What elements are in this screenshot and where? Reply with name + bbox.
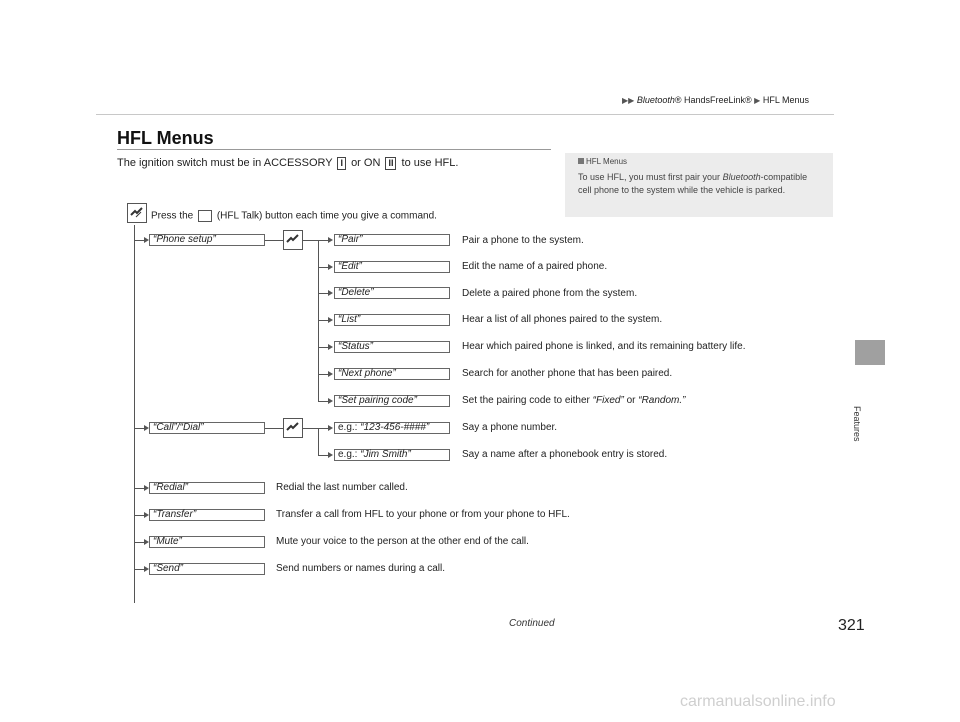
menu-set-pairing-code: “Set pairing code” (334, 395, 450, 407)
press-post: (HFL Talk) button each time you give a command. (216, 210, 437, 222)
arrow-icon: ▶ (754, 96, 761, 105)
key-accessory: I (337, 157, 346, 170)
menu-edit: “Edit” (334, 261, 450, 273)
section-tab (855, 340, 885, 365)
arrow-icon: ▶▶ (622, 96, 635, 105)
desc-mute: Mute your voice to the person at the other end of the call. (276, 536, 529, 547)
intro-part3: to use HFL. (401, 157, 459, 169)
desc-edit: Edit the name of a paired phone. (462, 261, 608, 272)
menu-eg-name (334, 449, 450, 461)
desc-status: Hear which paired phone is linked, and its remaining battery life. (462, 341, 746, 352)
eg-prefix: e.g.: (338, 422, 358, 433)
branch-line (265, 240, 283, 241)
desc-set-code-pre: Set the pairing code to either (462, 395, 590, 406)
menu-eg-number (334, 422, 450, 434)
sub-trunk (318, 428, 319, 455)
talk-button-icon (283, 230, 303, 250)
talk-button-icon (127, 203, 147, 223)
desc-redial: Redial the last number called. (276, 482, 408, 493)
menu-status: “Status” (334, 341, 450, 353)
header-divider (96, 114, 834, 115)
branch-line (265, 428, 283, 429)
sub-trunk (318, 240, 319, 402)
menu-redial: “Redial” (149, 482, 265, 494)
eg-number: “123-456-####” (360, 422, 430, 433)
arrow-icon (328, 344, 333, 350)
desc-set-pairing-code (462, 395, 686, 406)
breadcrumb-bluetooth: Bluetooth (636, 95, 675, 105)
menu-call-dial: “Call”/“Dial” (149, 422, 265, 434)
key-on: II (385, 157, 396, 170)
eg-prefix: e.g.: (338, 449, 358, 460)
desc-list: Hear a list of all phones paired to the system. (462, 314, 663, 325)
arrow-icon (328, 425, 333, 431)
press-instruction (151, 210, 437, 222)
menu-phone-setup: “Phone setup” (149, 234, 265, 246)
continued-label: Continued (509, 618, 555, 629)
page-title: HFL Menus (117, 128, 214, 148)
desc-pair: Pair a phone to the system. (462, 235, 584, 246)
menu-mute: “Mute” (149, 536, 265, 548)
intro-text (117, 157, 458, 170)
arrow-icon (328, 452, 333, 458)
note-body-post: -compatible cell phone to the system while the vehicle is parked. (578, 172, 808, 195)
talk-inline-icon (198, 210, 212, 222)
breadcrumb-hfl-menus: HFL Menus (762, 95, 810, 105)
note-body (578, 171, 819, 197)
desc-set-code-fixed: “Fixed” (592, 395, 624, 406)
eg-name: “Jim Smith” (360, 449, 411, 460)
note-title (578, 157, 819, 166)
watermark: carmanualsonline.info (680, 693, 836, 710)
menu-next-phone: “Next phone” (334, 368, 450, 380)
desc-set-code-or: or (626, 395, 636, 406)
note-square-icon (578, 158, 584, 164)
menu-list: “List” (334, 314, 450, 326)
arrow-icon (328, 371, 333, 377)
page-number: 321 (838, 617, 865, 634)
desc-eg-name: Say a name after a phonebook entry is stored. (462, 449, 668, 460)
menu-transfer: “Transfer” (149, 509, 265, 521)
branch-line (303, 428, 318, 429)
menu-send: “Send” (149, 563, 265, 575)
branch-line (303, 240, 318, 241)
side-note (565, 153, 833, 217)
breadcrumb (622, 95, 809, 105)
talk-button-icon (283, 418, 303, 438)
arrow-icon (328, 290, 333, 296)
menu-delete: “Delete” (334, 287, 450, 299)
note-body-pre: To use HFL, you must first pair your (578, 172, 721, 182)
arrow-icon (328, 264, 333, 270)
arrow-icon (328, 237, 333, 243)
desc-delete: Delete a paired phone from the system. (462, 288, 638, 299)
intro-part1: The ignition switch must be in ACCESSORY (117, 157, 333, 169)
press-pre: Press the (151, 210, 194, 222)
note-body-italic: Bluetooth (722, 172, 761, 182)
section-label: Features (852, 406, 862, 442)
desc-eg-number: Say a phone number. (462, 422, 558, 433)
note-title-text: HFL Menus (586, 157, 628, 166)
desc-transfer: Transfer a call from HFL to your phone or from your phone to HFL. (276, 509, 570, 520)
tree-trunk (134, 225, 135, 603)
arrow-icon (328, 317, 333, 323)
title-divider (117, 149, 551, 150)
desc-send: Send numbers or names during a call. (276, 563, 445, 574)
desc-set-code-random: “Random.” (638, 395, 686, 406)
menu-pair: “Pair” (334, 234, 450, 246)
breadcrumb-handsfreelink: ® HandsFreeLink® (674, 95, 752, 105)
intro-part2: or ON (351, 157, 381, 169)
desc-next-phone: Search for another phone that has been paired. (462, 368, 673, 379)
arrow-icon (328, 398, 333, 404)
